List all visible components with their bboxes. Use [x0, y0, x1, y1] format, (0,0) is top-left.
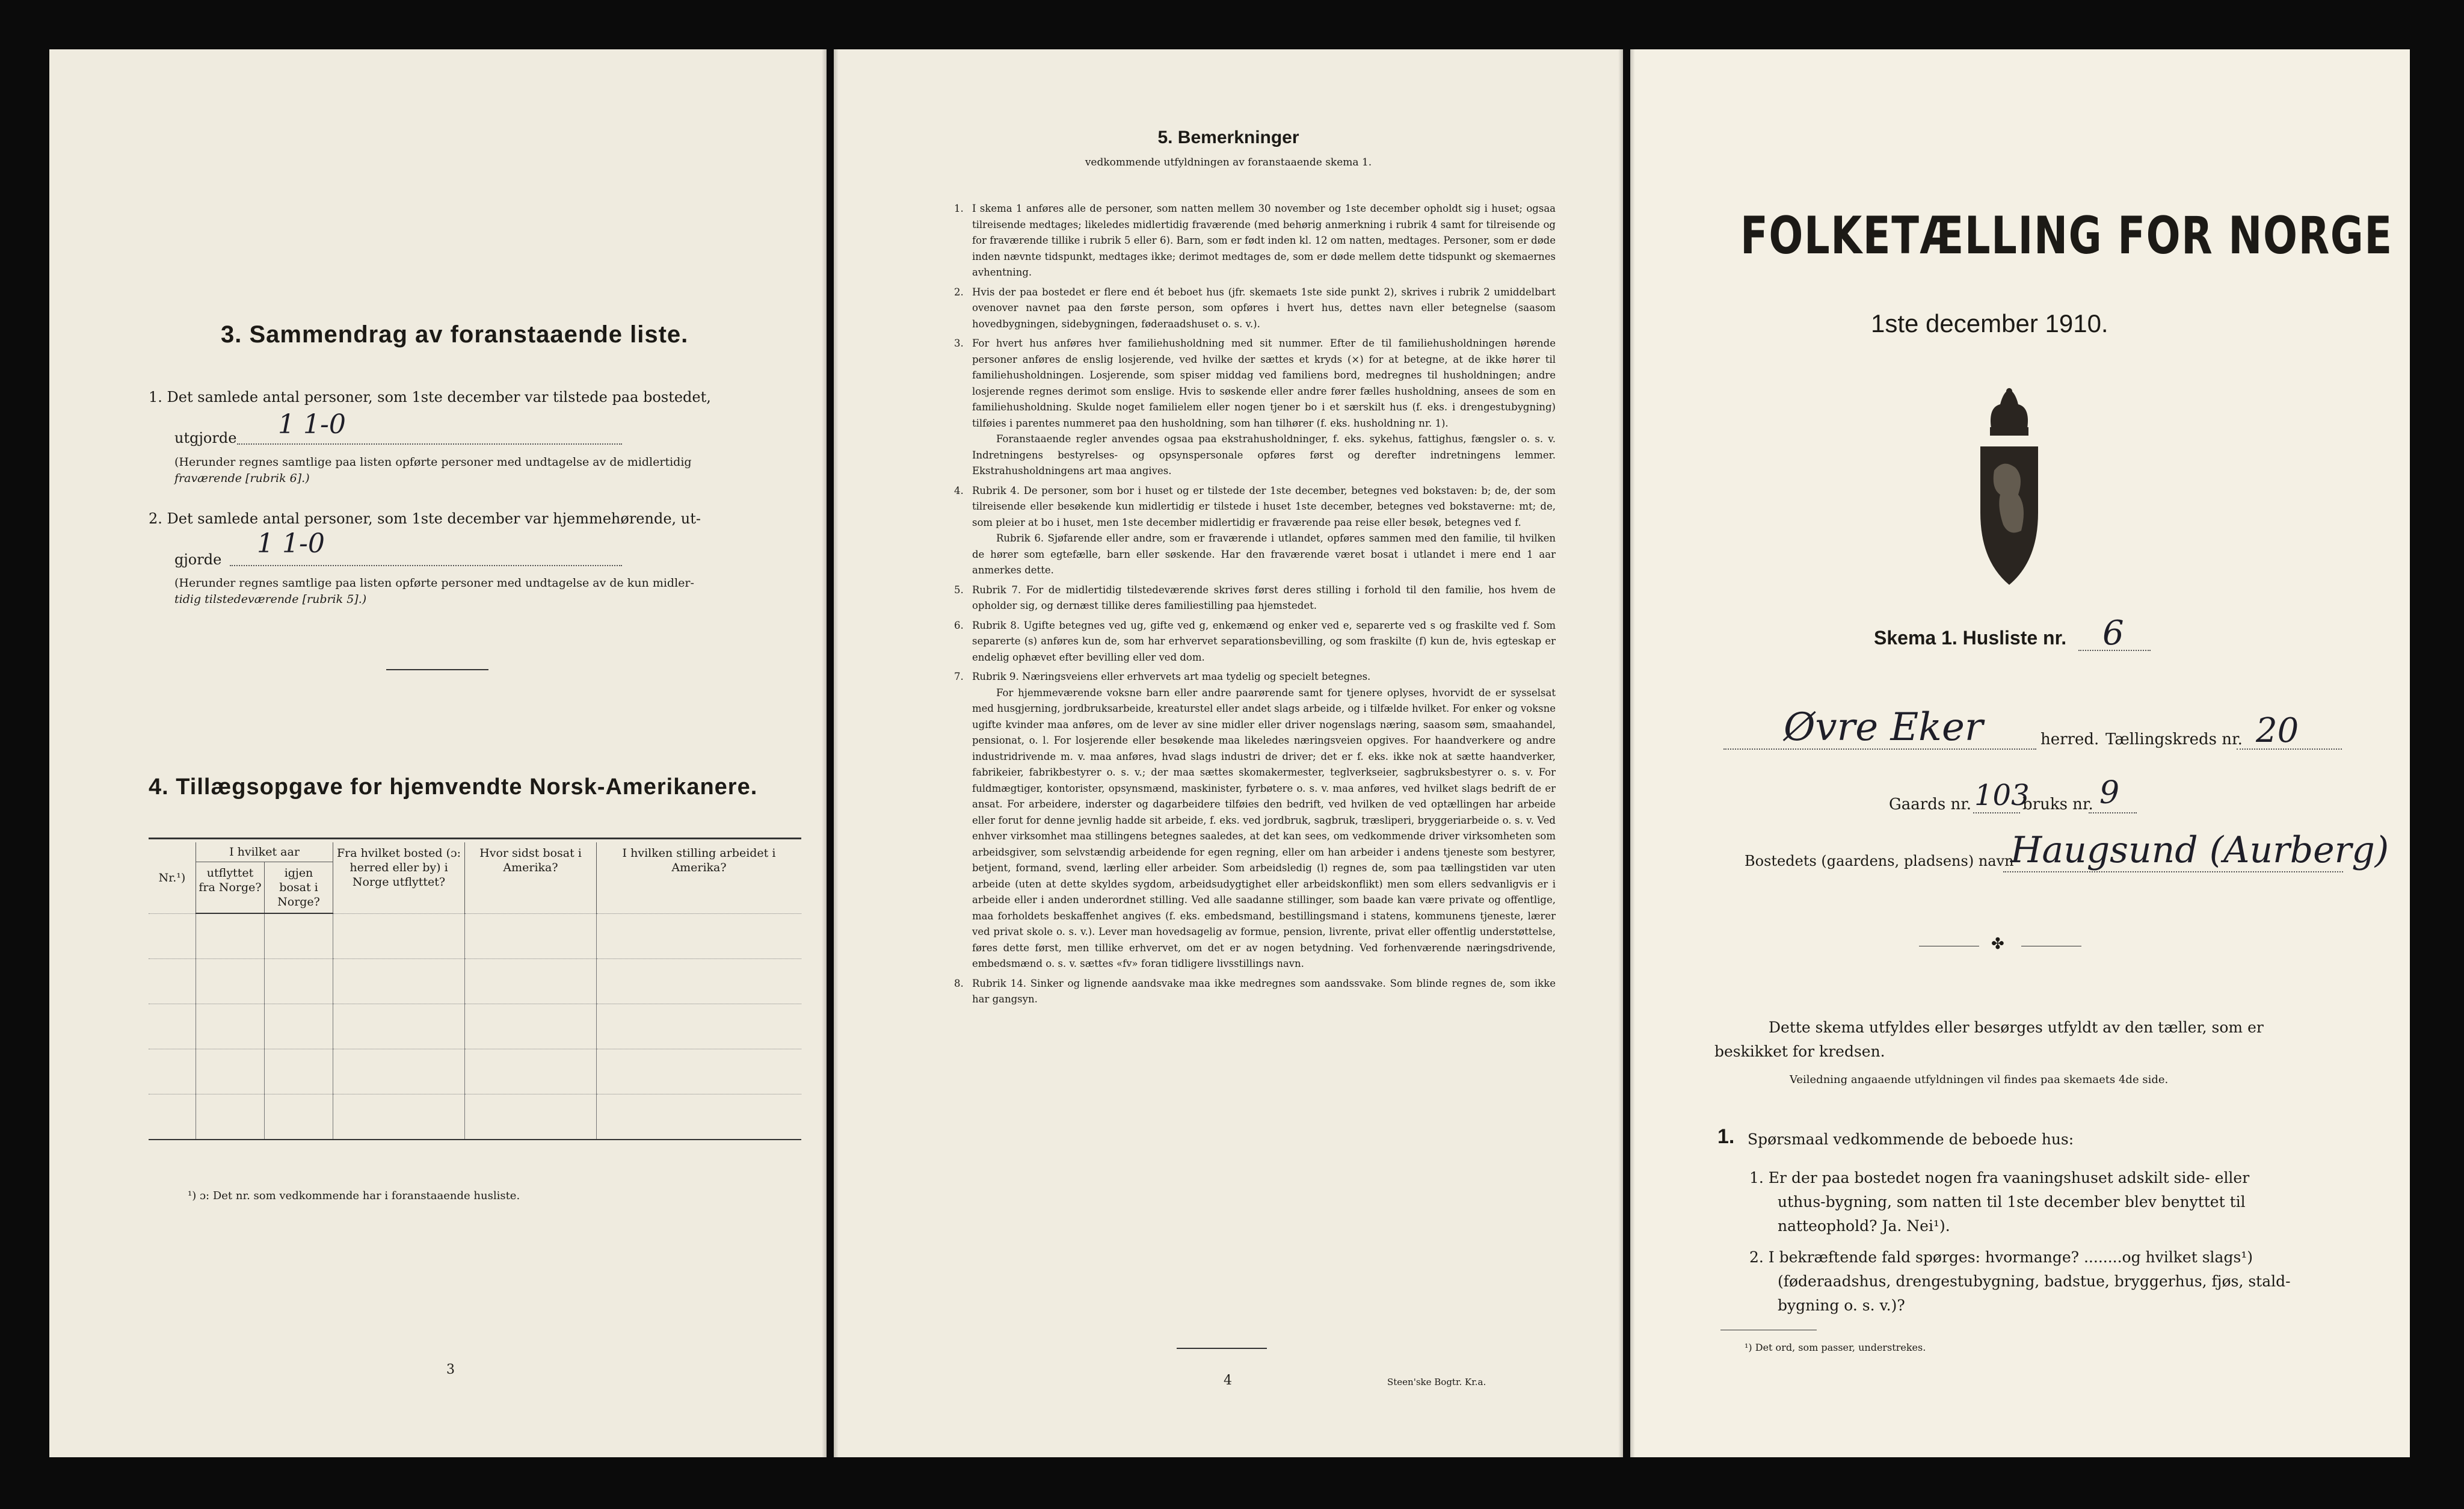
remarks-title: 5. Bemerkninger: [1157, 128, 1299, 147]
col-position-america: I hvilken stilling arbeidet i Amerika?: [597, 842, 802, 913]
bruks-fill-line: [2089, 812, 2137, 813]
bosted-value: Haugsund (Aurberg): [2010, 829, 2389, 871]
remarks-list: [954, 201, 1556, 1011]
q1-line1: 1. Er der paa bostedet nogen fra vaaningshuset adskilt side- eller: [1749, 1169, 2250, 1187]
page-fold-shadow: [822, 49, 827, 1457]
page-fold-shadow: [1630, 49, 1635, 1457]
table-row: [149, 959, 801, 1004]
q2-line3: bygning o. s. v.)?: [1778, 1297, 1905, 1314]
page-right: [1630, 49, 2410, 1457]
table-row: [149, 1049, 801, 1094]
kreds-label: Tællingskreds nr.: [2105, 730, 2243, 748]
ornament-icon: ✤: [1991, 935, 2004, 953]
item2-line1: 2. Det samlede antal personer, som 1ste december var hjemmehørende, ut-: [149, 510, 701, 527]
gaards-fill-line: [1973, 812, 2020, 813]
remark-item: 4. Rubrik 4. De personer, som bor i huset og er tilstede der 1ste december, betegnes ved bokstaven: b; de, der som tilreisende eller besøkende kun midlertidig er tilstede i huset 1ste december, betegnes ved bokstaverne: mt; de, som pleier at bo i huset, men 1ste december midlertidig er fraværende paa reise eller besøk, betegnes ved f. Rubrik 6. Sjøfarende eller andre, som er fraværende i utlandet, opføres sammen med den familie, til hvilken de hører som egtefælle, barn eller søskende. Har den fraværende været bosat i utlandet i mere end 1 aar anmerkes dette.: [954, 484, 1556, 576]
item2-fill-line: [230, 565, 622, 566]
page-fold-shadow: [1618, 49, 1623, 1457]
table-row: [149, 1004, 801, 1049]
remark-item: 5. Rubrik 7. For de midlertidig tilstedeværende skrives først deres stilling i forhold til den familie, hos hvem de opholder sig, og dernæst tillike deres familiestilling paa hjemstedet.: [954, 584, 1556, 611]
col-nr: Nr.¹): [158, 871, 186, 884]
gaards-label: Gaards nr.: [1889, 795, 1972, 813]
item1-note2: fraværende [rubrik 6].): [174, 472, 310, 485]
q2-line1: 2. I bekræftende fald spørges: hvormange? ........og hvilket slags¹): [1749, 1248, 2253, 1266]
divider: [1177, 1348, 1267, 1349]
section-4-title: 4. Tillægsopgave for hjemvendte Norsk-Amerikanere.: [149, 774, 758, 800]
q1-line2: uthus-bygning, som natten til 1ste december blev benyttet til: [1778, 1193, 2246, 1211]
q2-line2: (føderaadshus, drengestubygning, badstue, bryggerhus, fjøs, stald-: [1778, 1273, 2291, 1290]
coat-of-arms-icon: [1967, 386, 2051, 591]
item1-fill-line: [237, 443, 622, 445]
printer-imprint: Steen'ske Bogtr. Kr.a.: [1387, 1377, 1486, 1387]
kreds-value: 20: [2256, 711, 2299, 750]
table-top-rule: [149, 838, 801, 839]
norsk-amerikanere-table: [149, 842, 801, 1140]
intro-line2: beskikket for kredsen.: [1714, 1043, 1885, 1060]
col-returned: igjen bosat i Norge?: [265, 862, 333, 914]
husliste-number: 6: [2102, 614, 2124, 653]
section-3-title: 3. Sammendrag av foranstaaende liste.: [221, 321, 689, 348]
questions-heading: Spørsmaal vedkommende de beboede hus:: [1748, 1131, 2074, 1148]
remarks-subtitle: vedkommende utfyldningen av foranstaaende skema 1.: [1085, 156, 1372, 168]
divider: [386, 669, 488, 670]
remark-item: 6. Rubrik 8. Ugifte betegnes ved ug, gifte ved g, enkemænd og enker ved e, separerte ved s og fraskilte ved f. Som separerte (s) anføres kun de, som har erhvervet separationsbevilling, og som fraskilte (f) kun de, hvis egteskap er endelig ophævet efter bevilling eller ved dom.: [954, 619, 1556, 663]
item2-note1: (Herunder regnes samtlige paa listen opførte personer med undtagelse av de kun midler-: [174, 576, 694, 590]
remark-item: 8. Rubrik 14. Sinker og lignende aandsvake maa ikke medregnes som aandssvake. Som blinde regnes de, som ikke har gangsyn.: [954, 977, 1556, 1005]
col-last-america: Hvor sidst bosat i Amerika?: [465, 842, 597, 913]
page-middle: [834, 49, 1623, 1457]
page-fold-shadow: [834, 49, 839, 1457]
remark-item: 3. For hvert hus anføres hver familiehusholdning med sit nummer. Efter de til familiehusholdningen hørende personer anføres de enslig losjerende, ved hvilke der sættes et kryds (×) for at betegne, at de ikke hører til familiehusholdningen. Losjerende, som spiser middag ved familiens bord, medregnes til husholdningen; andre losjerende regnes derimot som enslige. Hvis to søskende eller andre fører fælles husholdning, ansees de som en familiehusholdning. Skulde noget familielem eller nogen tjener bo i et særskilt hus (f. eks. i drengestubygning) tilføies i parentes nummeret paa den husholdning, som han tilhører (f. eks. husholdning nr. 1). Foranstaaende regler anvendes ogsaa paa ekstrahusholdninger, f. eks. sykehus, fattighus, fængsler o. s. v. Indretningens bestyrelses- og opsynspersonale opføres først og derefter indretningens lemmer. Ekstrahusholdningens art maa angives.: [954, 338, 1556, 477]
table-row: [149, 1094, 801, 1140]
remark-item: 7. Rubrik 9. Næringsveiens eller erhvervets art maa tydelig og specielt betegnes. For hjemmeværende voksne barn eller andre paarørende samt for tjenere oplyses, hvorvidt de er sysselsat med husgjerning, jordbruksarbeide, kreaturstel eller andet slags arbeide, og i tilfælde hvilket. For enker og voksne ugifte kvinder maa anføres, om de lever av sine midler eller driver nogenslags næring, saasom søm, smaahandel, pensionat, o. l. For losjerende eller besøkende maa likeledes næringsveien opgives. For haandverkere og andre industridrivende m. v. maa anføres, hvad slags industri de driver; det er f. eks. ikke nok at sætte haandverker, fabrikeier, fabrikbestyrer o. s. v.; der maa sættes skomakermester, teglverkseier, sagbruksbestyrer o. s. v. For fuldmægtiger, kontorister, opsynsmænd, maskinister, fyrbøtere o. s. v. maa anføres, ved hvilket slags bedrift de er ansat. For arbeidere, inderster og dagarbeidere tilføies den bedrift, ved hvilken de ved optællingen har arbeide eller forut for denne jevnlig hadde sit arbeide, f. eks. ved jordbruk, sagbruk, træsliperi, bryggeriarbeide o. s. v. Ved enhver virksomhet maa stillingens betegnes saaledes, at det kan sees, om vedkommende driver virksomheten som arbeidsgiver, som selvstændig arbeidende for egen regning, eller om han arbeider i andens tjeneste som bestyrer, betjent, formand, svend, lærling eller arbeider. Som arbeidsledig (l) regnes de, som paa tællingstiden var uten arbeide (uten at dette skyldes sygdom, arbeidsudygtighet eller arbeidskonflikt) men som ellers sedvanligvis er i arbeide eller i anden underordnet stilling. Ved alle saadanne stillinger, som baade kan være private og offentlige, maa forholdets beskaffenhet angives (f. eks. embedsmand, bestillingsmand i statens, kommunens tjeneste, lærer ved privat skole o. s. v.). Lever man hovedsagelig av formue, pension, livrente, privat eller offentlig understøttelse, føres dette først, men tillike erhvervet, om det er av nogen betydning. Ved forhenværende næringsdrivende, embedsmænd o. s. v. sættes «fv» foran tidligere livsstillings navn.: [954, 671, 1556, 969]
item2-note2: tidig tilstedeværende [rubrik 5].): [174, 593, 367, 606]
intro-note: Veiledning angaaende utfyldningen vil findes paa skemaets 4de side.: [1790, 1073, 2169, 1086]
col-group-year: I hvilket aar: [196, 842, 333, 862]
form-title: FOLKETÆLLING FOR NORGE: [1740, 206, 2393, 266]
page-number: 3: [446, 1362, 455, 1377]
item1-handwritten-value: 1 1-0: [278, 409, 346, 440]
intro-line1: Dette skema utfyldes eller besørges utfyldt av den tæller, som er: [1769, 1019, 2264, 1036]
page-number: 4: [1224, 1373, 1232, 1388]
item1-note1: (Herunder regnes samtlige paa listen opførte personer med undtagelse av de midlertidig: [174, 455, 692, 469]
item2-line2: gjorde: [174, 551, 222, 568]
bosted-fill-line: [2003, 871, 2343, 872]
bruks-value: 9: [2099, 775, 2120, 811]
bruks-label: bruks nr.: [2022, 795, 2093, 813]
footnote: ¹) Det ord, som passer, understrekes.: [1745, 1342, 1926, 1353]
col-emigrated: utflyttet fra Norge?: [196, 862, 265, 914]
item1-line2: utgjorde: [174, 430, 237, 446]
remark-item: 2. Hvis der paa bostedet er flere end ét beboet hus (jfr. skemaets 1ste side punkt 2), skrives i rubrik 2 umiddelbart ovenover navnet paa den første person, som opføres i hvert hus, dettes navn eller betegnelse (saasom hovedbygningen, sidebygningen, føderaadshuset o. s. v.).: [954, 286, 1556, 330]
bosted-label: Bostedets (gaardens, pladsens) navn: [1745, 853, 2014, 869]
gaards-value: 103: [1974, 779, 2030, 812]
questions-number: 1.: [1717, 1125, 1735, 1148]
col-from-place: Fra hvilket bosted (ɔ: herred eller by) i Norge utflyttet?: [333, 842, 465, 913]
census-date: 1ste december 1910.: [1871, 309, 2108, 338]
item2-handwritten-value: 1 1-0: [257, 528, 325, 559]
q1-line3: natteophold? Ja. Nei¹).: [1778, 1217, 1950, 1235]
table-footnote: ¹) ɔ: Det nr. som vedkommende har i foranstaaende husliste.: [188, 1190, 520, 1202]
table-row: [149, 913, 801, 959]
page-left: [49, 49, 827, 1457]
herred-label: herred.: [2040, 730, 2099, 748]
skema-label: Skema 1. Husliste nr.: [1874, 627, 2067, 649]
remark-item: 1. I skema 1 anføres alle de personer, som natten mellem 30 november og 1ste december opholdt sig i huset; ogsaa tilreisende medtages; likeledes midlertidig fraværende (med behørig anmerkning i rubrik 4 samt for tilreisende og for fraværende tillike i rubrik 5 eller 6). Barn, som er født inden kl. 12 om natten, medtages. Personer, som er døde inden nævnte tidspunkt, medtages ikke; derimot medtages de, som er døde mellem dette tidspunkt og skemaernes avhentning.: [954, 203, 1556, 278]
item1-line1: 1. Det samlede antal personer, som 1ste december var tilstede paa bostedet,: [149, 389, 711, 406]
herred-value: Øvre Eker: [1784, 705, 1983, 750]
